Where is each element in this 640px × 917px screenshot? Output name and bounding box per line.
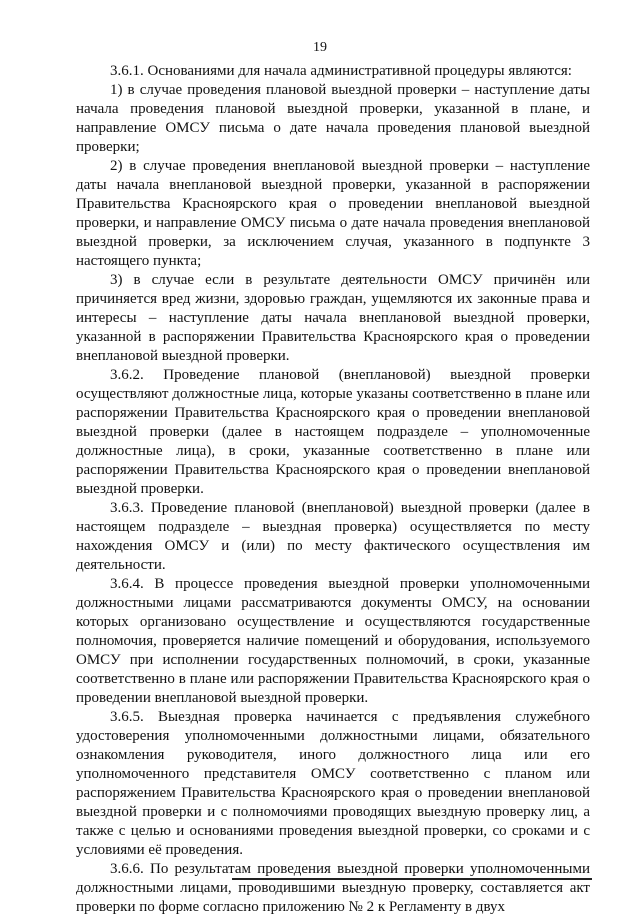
scan-edge-line bbox=[232, 878, 592, 880]
paragraph-3-6-5: 3.6.5. Выездная проверка начинается с предъявления служебного удостоверения уполномоченными должностными лицами, обязательного ознакомления руководителя, иного должностного лица или его уполномоченного представителя ОМСУ соответственно с планом или распоряжением Правительства Красноярского края о проведении внеплановой выездной проверки и с полномочиями проводящих выездную проверку лиц, а также с целью и основаниями проведения выездной проверки, со сроками и с условиями её проведения. bbox=[76, 709, 590, 858]
paragraph-3-6-2: 3.6.2. Проведение плановой (внеплановой) выездной проверки осуществляют должностные лица, которые указаны соответственно в плане или распоряжении Правительства Красноярского края о проведении внеплановой выездной проверки (далее в настоящем подразделе – уполномоченные должностные лица), в сроки, указанные соответственно в плане или распоряжении Правительства Красноярского края о проведении внеплановой выездной проверки. bbox=[76, 367, 590, 497]
paragraph-3-6-1-item-2: 2) в случае проведения внеплановой выездной проверки – наступление даты начала внеплановой выездной проверки, указанной в распоряжении Правительства Красноярского края о проведении внеплановой выездной проверки, и направление ОМСУ письма о дате начала проведения внеплановой выездной проверки, за исключением случая, указанного в подпункте 3 настоящего пункта; bbox=[76, 158, 590, 269]
document-body bbox=[76, 62, 590, 917]
paragraph-3-6-6: 3.6.6. По результатам проведения выездной проверки уполномоченными должностными лицами, проводившими выездную проверку, составляется акт проверки по форме согласно приложению № 2 к Регламенту в двух bbox=[76, 861, 590, 915]
paragraph-3-6-4: 3.6.4. В процессе проведения выездной проверки уполномоченными должностными лицами рассматриваются документы ОМСУ, на основании которых организовано осуществление и осуществляются государственные полномочия, проверяется наличие помещений и оборудования, используемого ОМСУ при исполнении государственных полномочий, в сроки, указанные соответственно в плане или распоряжении Правительства Красноярского края о проведении внеплановой выездной проверки. bbox=[76, 576, 590, 706]
paragraph-3-6-1-item-1: 1) в случае проведения плановой выездной проверки – наступление даты начала проведения плановой выездной проверки, указанной в плане, и направление ОМСУ письма о дате начала проведения плановой выездной проверки; bbox=[76, 82, 590, 155]
page-number: 19 bbox=[313, 40, 327, 55]
paragraph-3-6-1-item-3: 3) в случае если в результате деятельности ОМСУ причинён или причиняется вред жизни, здоровью граждан, ущемляются их законные права и интересы – наступление даты начала внеплановой выездной проверки, указанной в распоряжении Правительства Красноярского края о проведении внеплановой выездной проверки. bbox=[76, 272, 590, 364]
paragraph-3-6-3: 3.6.3. Проведение плановой (внеплановой) выездной проверки (далее в настоящем подразделе – выездная проверка) осуществляется по месту нахождения ОМСУ и (или) по месту фактического осуществления им деятельности. bbox=[76, 500, 590, 573]
paragraph-3-6-1: 3.6.1. Основаниями для начала административной процедуры являются: bbox=[110, 63, 572, 79]
